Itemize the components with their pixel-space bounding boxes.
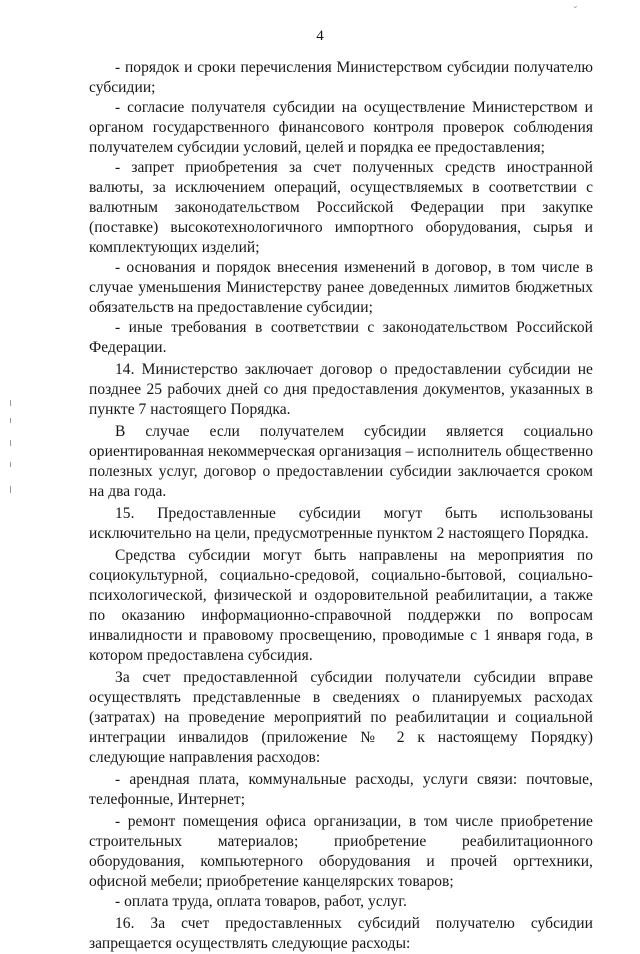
scan-margin-mark bbox=[10, 440, 11, 446]
paragraph-contract-changes: - основания и порядок внесения изменений в договор, в том числе в случае уменьшения Министерству ранее доведенных лимитов бюджетных обязательств на предоставление субсидии; bbox=[89, 259, 593, 316]
paragraph-clause-14: 14. Министерство заключает договор о предоставлении субсидии не позднее 25 рабочих дней со дня предоставления документов, указанных в пункте 7 настоящего Порядка. bbox=[89, 361, 593, 418]
scan-corner-mark: ⌄ bbox=[572, 1, 579, 10]
paragraph-transfer-terms: - порядок и сроки перечисления Министерством субсидии получателю субсидии; bbox=[89, 59, 593, 96]
page-number: 4 bbox=[316, 28, 324, 44]
scan-margin-mark bbox=[10, 400, 11, 406]
paragraph-clause-15: 15. Предоставленные субсидии могут быть использованы исключительно на цели, предусмотренные пунктом 2 настоящего Порядка. bbox=[89, 505, 593, 542]
document-body bbox=[89, 58, 593, 954]
scan-margin-mark bbox=[10, 418, 11, 423]
paragraph-office-repair: - ремонт помещения офиса организации, в том числе приобретение строительных материалов; приобретение реабилитационного оборудования, компьютерного оборудования и прочей оргтехники, офисной мебели; приобретение канцелярских товаров; bbox=[89, 813, 593, 890]
paragraph-subsidy-activities: Средства субсидии могут быть направлены на мероприятия по социокультурной, социально-средовой, социально-бытовой, социально-психологической, физической и оздоровительной реабилитации, а также по оказанию информационно-справочной поддержки по вопросам инвалидности и правовому просвещению, проводимые с 1 января года, в котором предоставлена субсидия. bbox=[89, 547, 593, 664]
paragraph-clause-16: 16. За счет предоставленных субсидий получателю субсидии запрещается осуществлять следующие расходы: bbox=[89, 915, 593, 952]
paragraph-other-requirements: - иные требования в соответствии с законодательством Российской Федерации. bbox=[89, 319, 593, 356]
paragraph-rent-utilities: - арендная плата, коммунальные расходы, услуги связи: почтовые, телефонные, Интернет; bbox=[89, 771, 593, 808]
paragraph-labor-payment: - оплата труда, оплата товаров, работ, услуг. bbox=[115, 893, 407, 910]
paragraph-nonprofit-term: В случае если получателем субсидии является социально ориентированная некоммерческая организация – исполнитель общественно полезных услуг, договор о предоставлении субсидии заключается сроком на два года. bbox=[89, 423, 593, 500]
scan-margin-mark bbox=[10, 462, 11, 467]
scan-margin-mark bbox=[10, 486, 11, 493]
paragraph-audit-consent: - согласие получателя субсидии на осуществление Министерством и органом государственного финансового контроля проверок соблюдения получателем субсидии условий, целей и порядка ее предоставления; bbox=[89, 99, 593, 156]
paragraph-expense-directions: За счет предоставленной субсидии получатели субсидии вправе осуществлять представленные в сведениях о планируемых расходах (затратах) на проведение мероприятий по реабилитации и социальной интеграции инвалидов (приложение № 2 к настоящему Порядку) следующие направления расходов: bbox=[89, 669, 593, 766]
paragraph-currency-ban: - запрет приобретения за счет полученных средств иностранной валюты, за исключением операций, осуществляемых в соответствии с валютным законодательством Российской Федерации при закупке (поставке) высокотехнологичного импортного оборудования, сырья и комплектующих изделий; bbox=[89, 159, 593, 256]
